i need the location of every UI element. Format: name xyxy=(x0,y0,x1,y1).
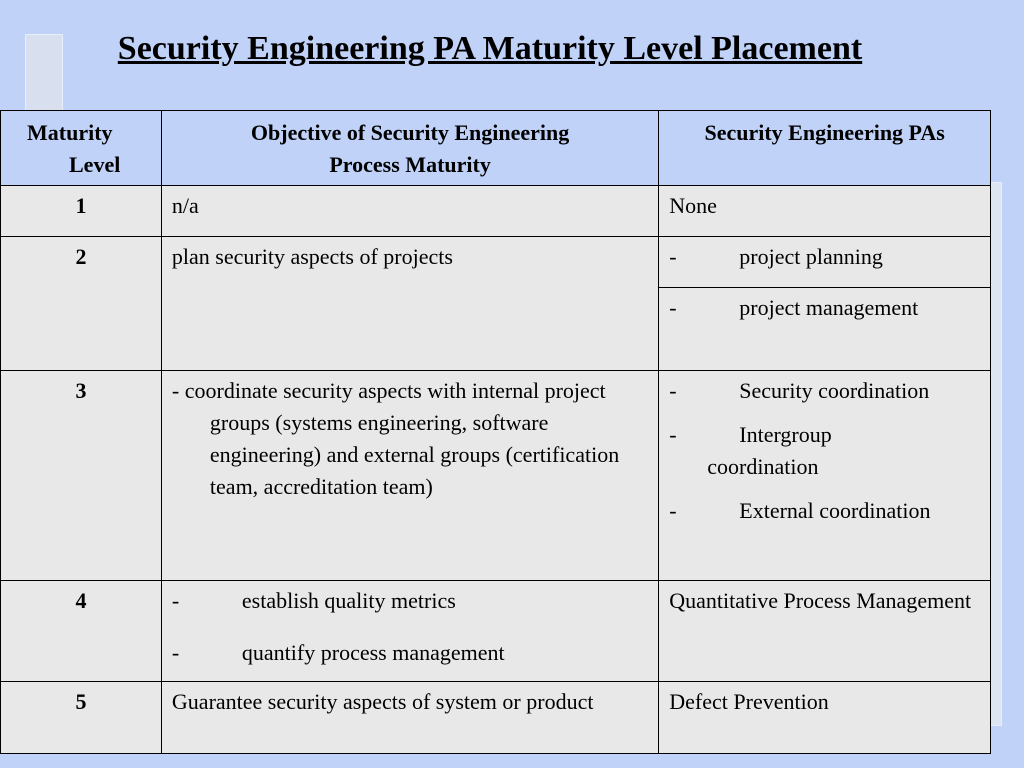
objective-text: - coordinate security aspects with internal project groups (systems engineering, software engineering) and external groups (certification team, accreditation team) xyxy=(171,378,620,499)
level-cell: 3 xyxy=(1,371,162,581)
table-row xyxy=(1,237,991,288)
pa-item: project planning xyxy=(739,244,883,269)
maturity-table xyxy=(0,110,991,754)
pas-cell xyxy=(659,581,991,682)
objective-item: establish quality metrics xyxy=(241,588,456,613)
objective-cell xyxy=(161,371,658,581)
list-dash: - xyxy=(669,295,677,320)
pas-cell xyxy=(659,288,991,371)
header-objective-line1: Objective of Security Engineering xyxy=(250,120,570,145)
pa-item: External coordination xyxy=(739,498,931,523)
objective-cell: n/a xyxy=(161,186,658,237)
objective-text: Guarantee security aspects of system or product xyxy=(171,689,594,714)
table-row xyxy=(1,581,991,682)
objective-cell: plan security aspects of projects xyxy=(161,237,658,371)
objective-cell xyxy=(161,581,658,682)
pa-item: project management xyxy=(739,295,919,320)
pas-cell xyxy=(659,237,991,288)
list-dash: - xyxy=(669,244,677,269)
header-objective xyxy=(161,111,658,186)
header-level-line1: Maturity xyxy=(27,120,113,145)
level-cell: 1 xyxy=(1,186,162,237)
level-cell: 5 xyxy=(1,682,162,754)
table-header-row xyxy=(1,111,991,186)
pas-cell: Defect Prevention xyxy=(659,682,991,754)
level-cell: 4 xyxy=(1,581,162,682)
header-pas: Security Engineering PAs xyxy=(659,111,991,186)
pas-cell xyxy=(659,371,991,581)
header-maturity-level xyxy=(1,111,162,186)
pa-item: Intergroup xyxy=(739,422,832,447)
header-objective-line2: Process Maturity xyxy=(329,152,491,177)
list-dash: - xyxy=(669,378,677,403)
level-cell: 2 xyxy=(1,237,162,371)
list-dash: - xyxy=(171,640,180,665)
table-row xyxy=(1,371,991,581)
table-row xyxy=(1,186,991,237)
list-dash: - xyxy=(669,422,677,447)
pa-text: Quantitative Process Management xyxy=(669,588,972,613)
objective-item: quantify process management xyxy=(241,640,505,665)
pas-cell: None xyxy=(659,186,991,237)
pa-item-continued: coordination xyxy=(707,454,819,479)
list-dash: - xyxy=(669,498,677,523)
header-level-line2: Level xyxy=(69,152,121,177)
pa-item: Security coordination xyxy=(739,378,930,403)
list-dash: - xyxy=(171,588,180,613)
table-row xyxy=(1,682,991,754)
objective-cell xyxy=(161,682,658,754)
slide-title: Security Engineering PA Maturity Level Placement xyxy=(117,30,863,67)
